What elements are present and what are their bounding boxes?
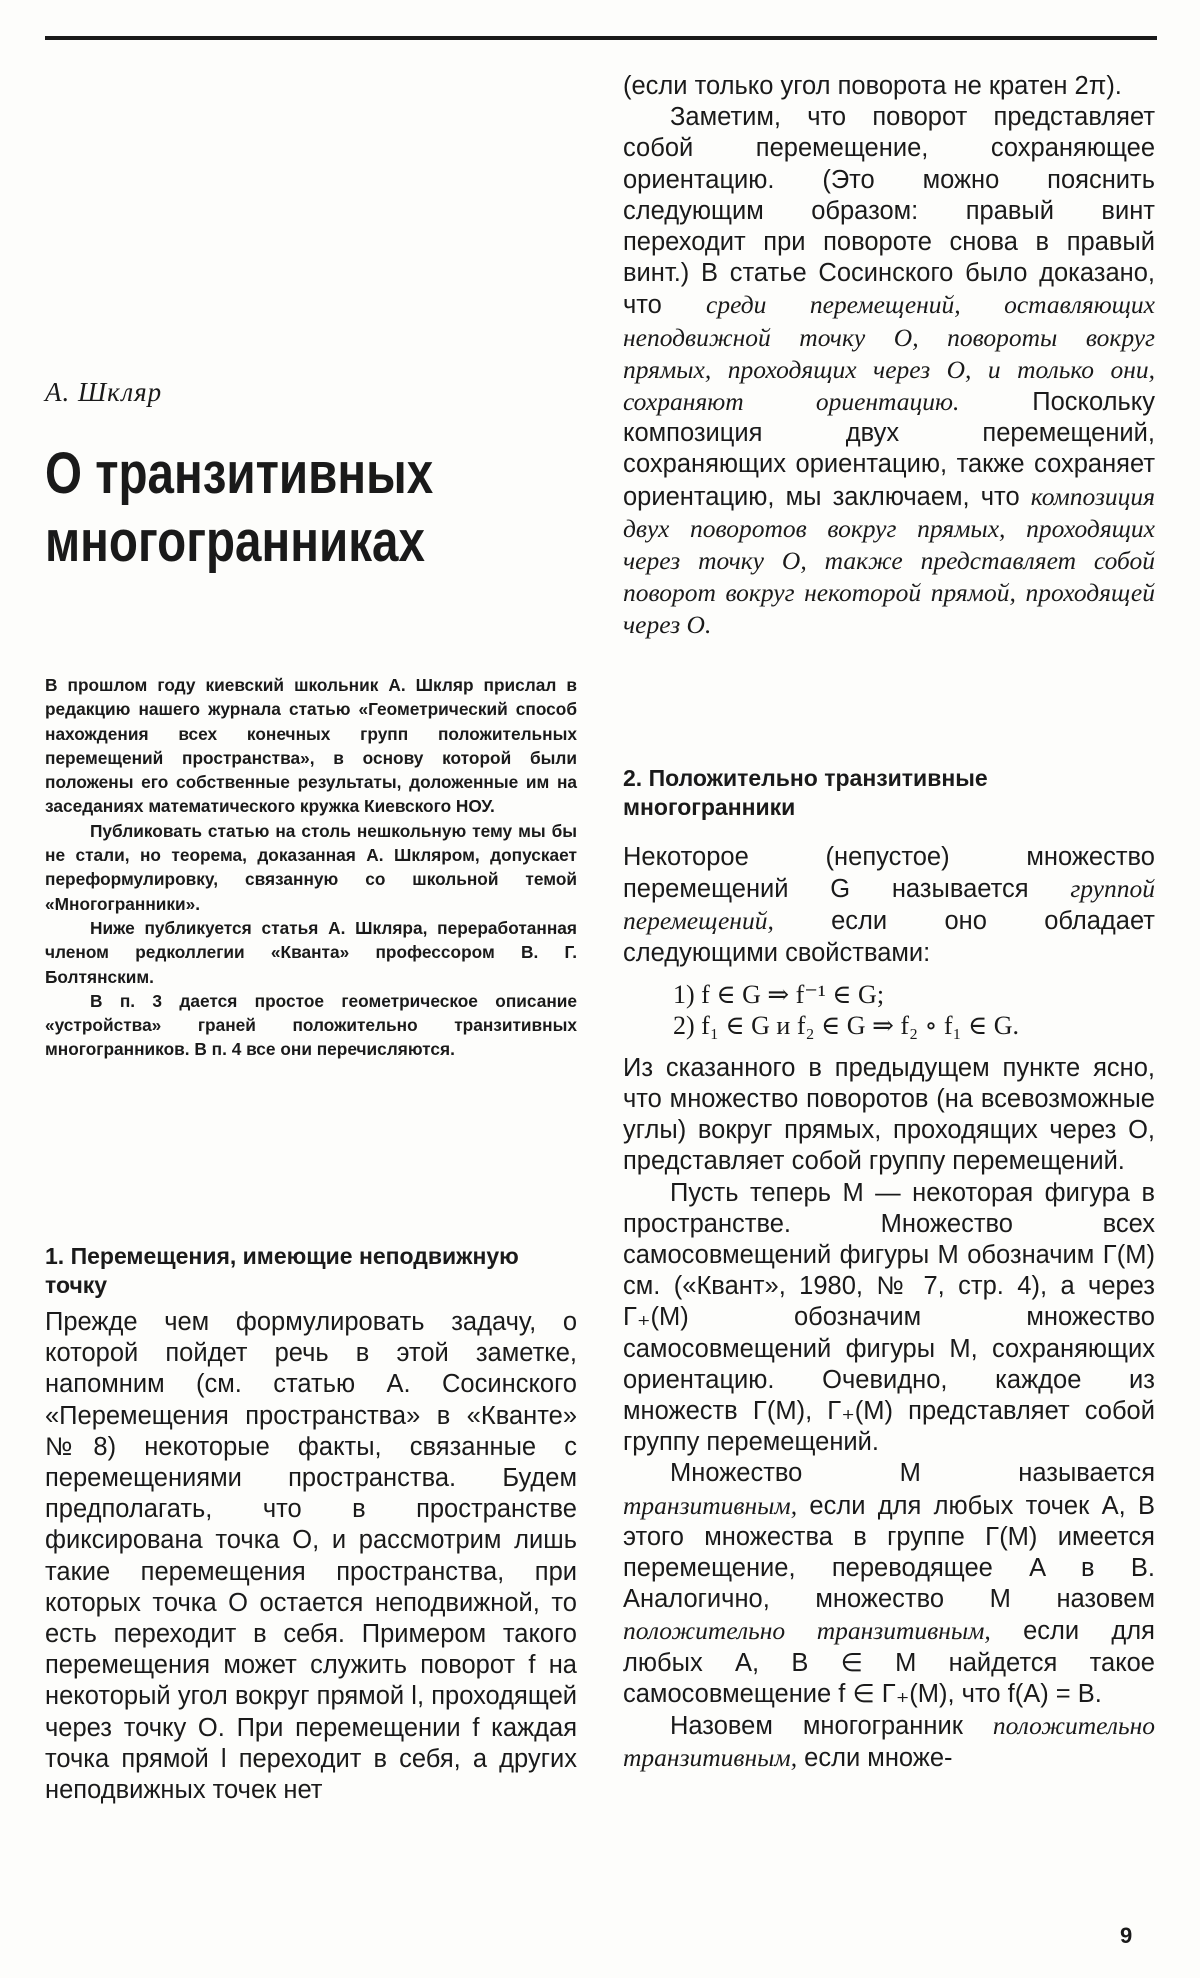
right-paragraph-2 [623,102,1155,641]
section-2-heading-block [623,764,1155,822]
sec2-p1-a: Некоторое (непустое) множество перемещений G называется [623,843,1155,904]
intro-paragraph-3: Ниже публикуется статья А. Шкляра, переработанная членом редколлегии «Кванта» профессором В. Г. Болтянским. [45,917,577,987]
title-line-2: многогранниках [45,509,425,574]
right-paragraph-1: (если только угол поворота не кратен 2π). [623,72,1122,100]
right-p2-text-c: Поскольку композиция двух перемещений, сохраняющих ориентацию, также сохраняет ориентацию, мы заключаем, что [623,388,1155,511]
section-2-paragraph-5 [623,1710,1155,1774]
sec2-p4-d: положительно транзитивным, [623,1616,991,1646]
sec2-p5-a: Назовем многогранник [670,1712,993,1741]
section-2-heading: 2. Положительно транзитивные многогранники [623,765,988,820]
right-p2-italic-b: среди перемещений, оставляющих неподвижной точку O, повороты вокруг прямых, проходящих через O, и только они, сохраняют ориентацию. [623,290,1155,417]
section-2-paragraph-3: Пусть теперь M — некоторая фигура в пространстве. Множество всех самосовмещений фигуры M обозначим Γ(M) см. («Квант», 1980, № 7, стр. 4), а через Γ₊(M) обозначим множество самосовмещений фигуры M, сохраняющих ориентацию. Очевидно, каждое из множеств Γ(M), Γ₊(M) представляет собой группу перемещений. [623,1178,1155,1457]
section-2-body [623,842,1155,1774]
section-1-heading: 1. Перемещения, имеющие неподвижную точку [45,1243,519,1298]
section-2-paragraph-4 [623,1458,1155,1710]
section-2-paragraph-1 [623,842,1155,969]
sec2-p5-c: если множе- [797,1744,953,1773]
section-1-body [45,1307,577,1806]
formula-2: 2) f₁ ∈ G и f₂ ∈ G ⇒ f₂ ∘ f₁ ∈ G. [673,1010,1020,1040]
sec2-p4-e: если для любых A, B ∈ M найдется такое самосовмещение f ∈ Γ₊(M), что f(A) = B. [623,1617,1155,1708]
sec2-p1-c: если оно обладает следующими свойствами: [623,907,1155,967]
formula-1: 1) f ∈ G ⇒ f⁻¹ ∈ G; [673,979,885,1009]
editorial-intro [45,673,577,1062]
right-column-continuation [623,71,1155,642]
right-p2-italic-d: композиция двух поворотов вокруг прямых, проходящих через точку O, также представляет собой поворот вокруг некоторой прямой, проходящей через O. [623,481,1155,640]
section-1-paragraph: Прежде чем формулировать задачу, о которой пойдет речь в этой заметке, напомним (см. статью А. Сосинского «Перемещения пространства» в «Кванте» №8) некоторые факты, связанные с перемещениями пространства. Будем предполагать, что в пространстве фиксирована точка O, и рассмотрим лишь такие перемещения пространства, при которых точка O остается неподвижной, то есть переходит в себя. Примером такого перемещения может служить поворот f на некоторый угол вокруг прямой l, проходящей через точку O. При перемещении f каждая точка прямой l переходит в себя, а других неподвижных точек нет [45,1308,577,1805]
intro-paragraph-4: В п. 3 дается простое геометрическое описание «устройства» граней положительно транзитивных многогранников. В п. 4 все они перечисляются. [45,990,577,1060]
sec2-p5-b: положительно транзитивным, [623,1711,1155,1773]
intro-paragraph-2: Публиковать статью на столь нешкольную тему мы бы не стали, но теорема, доказанная А. Шкляром, допускает переформулировку, связанную со школьной темой «Многогранники». [45,820,577,914]
author-name: А. Шкляр [45,377,163,407]
right-p2-text-a: Заметим, что поворот представляет собой перемещение, сохраняющее ориентацию. (Это можно пояснить следующим образом: правый винт переходит при повороте снова в правый винт.) В статье Сосинского было доказано, что [623,103,1155,320]
sec2-p4-a: Множество M называется [670,1459,1155,1488]
section-2-paragraph-2: Из сказанного в предыдущем пункте ясно, что множество поворотов (на всевозможные углы) вокруг прямых, проходящих через O, представляет собой группу перемещений. [623,1053,1155,1176]
top-rule [45,36,1157,40]
sec2-p4-c: если для любых точек A, B этого множества в группе Γ(M) имеется перемещение, переводящее A в B. Аналогично, множество M назовем [623,1491,1155,1614]
section-1-heading-block [45,1242,577,1300]
sec2-p1-b: группой перемещений, [623,874,1155,936]
sec2-p4-b: транзитивным, [623,1490,798,1520]
page-number: 9 [1120,1923,1133,1948]
article-title [45,440,488,576]
intro-paragraph-1: В прошлом году киевский школьник А. Шкляр прислал в редакцию нашего журнала статью «Геометрический способ нахождения всех конечных групп положительных перемещений пространства», в основу которой были положены его собственные результаты, доложенные им на заседаниях математического кружка Киевского НОУ. [45,675,577,817]
title-line-1: О транзитивных [45,441,434,506]
